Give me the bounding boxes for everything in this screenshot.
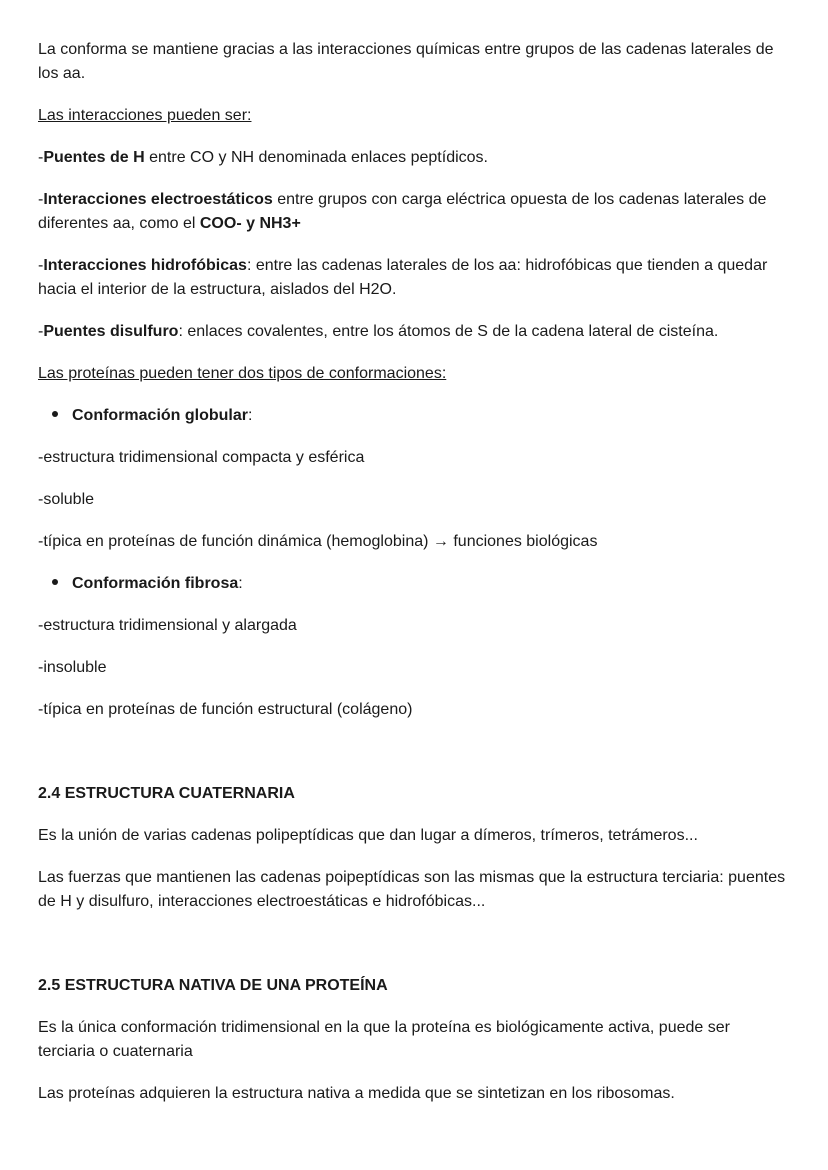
term-bold: Interacciones hidrofóbicas (43, 257, 247, 274)
term-bold: Puentes de H (43, 149, 145, 166)
term-description: : enlaces covalentes, entre los átomos de S de la cadena lateral de cisteína. (178, 323, 719, 340)
interactions-heading: Las interacciones pueden ser: (38, 107, 252, 124)
section-title-2-5: 2.5 ESTRUCTURA NATIVA DE UNA PROTEÍNA (38, 977, 388, 994)
interaction-disulfide (38, 320, 790, 344)
term-description: entre grupos con carga eléctrica opuesta de los cadenas laterales de diferentes aa, como el (38, 191, 767, 232)
term-bold: Interacciones electroestáticos (43, 191, 273, 208)
bullet-icon (52, 411, 58, 417)
list-item: -insoluble (38, 659, 107, 676)
colon: : (238, 575, 243, 592)
interaction-hydrogen (38, 146, 790, 170)
section-paragraph: Es la unión de varias cadenas polipeptídicas que dan lugar a dímeros, trímeros, tetrámeros... (38, 827, 698, 844)
section-paragraph: Las fuerzas que mantienen las cadenas poipeptídicas son las mismas que la estructura terciaria: puentes de H y disulfuro, interacciones electroestáticas e hidrofóbicas... (38, 869, 786, 910)
interaction-electrostatic (38, 188, 790, 236)
dash: - (38, 257, 44, 274)
bullet-icon (52, 579, 58, 585)
conformations-heading: Las proteínas pueden tener dos tipos de conformaciones: (38, 365, 447, 382)
bullet-fibrosa (38, 572, 790, 596)
list-item: -soluble (38, 491, 95, 508)
bullet-globular (38, 404, 790, 428)
list-item: -estructura tridimensional compacta y esférica (38, 449, 365, 466)
term-bold: Puentes disulfuro (43, 323, 179, 340)
colon: : (248, 407, 253, 424)
intro-paragraph: La conforma se mantiene gracias a las interacciones químicas entre grupos de las cadenas laterales de los aa. (38, 41, 774, 82)
section-paragraph: Las proteínas adquieren la estructura nativa a medida que se sintetizan en los ribosomas. (38, 1085, 675, 1102)
term-bold-example: COO- y NH3+ (199, 215, 301, 232)
dash: - (38, 149, 44, 166)
dash: - (38, 191, 44, 208)
section-paragraph: Es la única conformación tridimensional en la que la proteína es biológicamente activa, puede ser terciaria o cuaternaria (38, 1019, 730, 1060)
bullet-title: Conformación fibrosa (72, 575, 239, 592)
section-title-2-4: 2.4 ESTRUCTURA CUATERNARIA (38, 785, 295, 802)
term-description: : entre las cadenas laterales de los aa: hidrofóbicas que tienden a quedar hacia el interior de la estructura, aislados del H2O. (38, 257, 768, 298)
dash: - (38, 323, 44, 340)
bullet-title: Conformación globular (72, 407, 248, 424)
list-item: -típica en proteínas de función estructural (colágeno) (38, 701, 413, 718)
list-item: -típica en proteínas de función dinámica (hemoglobina) → funciones biológicas (38, 533, 598, 550)
list-item: -estructura tridimensional y alargada (38, 617, 297, 634)
document-page (38, 38, 790, 1106)
term-description: entre CO y NH denominada enlaces peptídicos. (144, 149, 488, 166)
interaction-hydrophobic (38, 254, 790, 302)
